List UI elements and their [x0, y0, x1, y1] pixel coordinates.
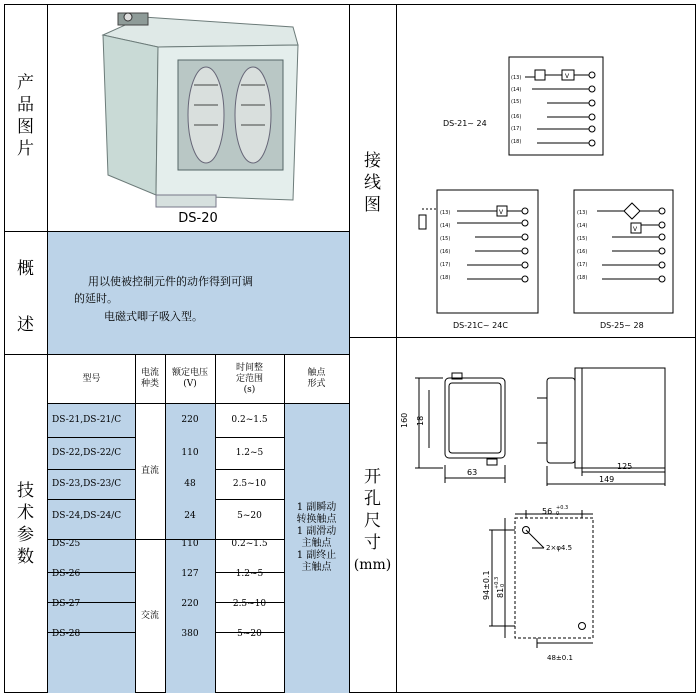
cutout-view — [489, 510, 593, 648]
row-time: 2.5~10 — [232, 598, 267, 609]
wiring-diagram-ds25-28 — [574, 190, 673, 330]
header-text: 触点 — [307, 368, 326, 378]
terminal-label: (16) — [440, 249, 451, 255]
label-char: 孔 — [364, 489, 381, 509]
row-time: 1.2~5 — [235, 568, 264, 579]
terminal-label: (17) — [577, 262, 588, 268]
wiring-panel — [397, 5, 696, 337]
row-voltage: 220 — [181, 414, 199, 425]
header-text: 额定电压 — [171, 368, 208, 378]
dim-56-tol: +0.3 — [556, 505, 569, 511]
wiring-diagram-ds21-24 — [443, 57, 603, 155]
terminal-label: (13) — [440, 210, 451, 216]
current-dc: 直流 — [140, 465, 159, 476]
dim-56: 56 — [542, 507, 553, 516]
row-voltage: 110 — [181, 447, 199, 458]
overview-panel — [48, 232, 349, 354]
row-time: 5~20 — [237, 510, 262, 521]
dim-81: 81 — [496, 587, 505, 598]
label-char: 品 — [17, 95, 34, 115]
label-char: 线 — [364, 173, 381, 193]
wiring-diagram-ds21c-24c — [419, 190, 538, 330]
header-text: 定范围 — [235, 373, 263, 384]
terminal-label: (13) — [577, 210, 588, 216]
row-model: DS-25 — [52, 538, 81, 549]
label-char: 尺 — [364, 511, 381, 531]
overview-line2: 的延时。 — [74, 292, 118, 305]
overview-line1: 用以使被控制元件的动作得到可调 — [88, 275, 253, 288]
header-model: 型号 — [82, 373, 101, 384]
terminal-label: (15) — [511, 99, 522, 105]
dim-81-tol0: 0 — [500, 583, 506, 587]
row-voltage: 380 — [181, 628, 199, 639]
label-char: 片 — [17, 139, 34, 159]
row-model: DS-28 — [52, 628, 81, 639]
dim-160: 160 — [400, 412, 409, 428]
label-char: 技 — [17, 481, 34, 501]
terminal-label: (15) — [440, 236, 451, 242]
label-char: 接 — [364, 151, 381, 171]
dim-149: 149 — [599, 475, 615, 484]
contact-form — [284, 493, 349, 583]
terminal-label: (13) — [511, 75, 522, 81]
terminal-label: (18) — [577, 275, 588, 281]
header-time — [215, 355, 284, 403]
row-voltage: 110 — [181, 538, 199, 549]
relay-illustration — [48, 5, 348, 231]
row-model: DS-24,DS-24/C — [52, 510, 122, 521]
wiring-label-3: DS-25~ 28 — [600, 321, 644, 330]
label-cutout — [349, 466, 396, 576]
terminal-label: (15) — [577, 236, 588, 242]
terminal-label: (16) — [577, 249, 588, 255]
coil-label: V — [633, 226, 638, 233]
product-model: DS-20 — [178, 211, 218, 226]
label-product-image — [4, 72, 47, 160]
label-char: 数 — [17, 547, 34, 567]
row-voltage: 220 — [181, 598, 199, 609]
header-text: (s) — [243, 384, 256, 395]
header-current — [135, 355, 165, 403]
contact-text: 主触点 — [301, 562, 332, 573]
contact-text: 1 副瞬动 — [296, 502, 337, 513]
row-time: 5~20 — [237, 628, 262, 639]
row-time: 0.2~1.5 — [231, 538, 268, 549]
label-unit: (mm) — [353, 557, 392, 573]
row-voltage: 127 — [181, 568, 199, 579]
dim-18: 18 — [416, 415, 425, 426]
header-voltage — [165, 355, 215, 403]
label-char: 概 — [17, 259, 34, 279]
row-model: DS-26 — [52, 568, 81, 579]
header-text: 时间整 — [235, 362, 263, 373]
row-model: DS-21,DS-21/C — [52, 414, 122, 425]
wiring-label-2: DS-21C~ 24C — [453, 321, 508, 330]
header-contact — [284, 355, 349, 403]
dimension-drawings — [397, 338, 696, 693]
header-text: 形式 — [307, 379, 326, 389]
side-view — [537, 368, 665, 486]
contact-text: 转换触点 — [296, 514, 337, 525]
label-wiring — [349, 150, 396, 216]
dim-125: 125 — [617, 462, 633, 471]
dim-56-tol0: 0 — [556, 511, 560, 517]
terminal-label: (14) — [511, 87, 522, 93]
terminal-label: (18) — [511, 139, 522, 145]
row-voltage: 24 — [184, 510, 196, 521]
label-char: 产 — [17, 73, 34, 93]
label-char: 图 — [17, 117, 34, 137]
contact-text: 1 副终止 — [296, 550, 337, 561]
cutout-panel — [397, 338, 696, 693]
terminal-label: (16) — [511, 114, 522, 120]
params-table — [48, 355, 349, 693]
terminal-label: (14) — [577, 223, 588, 229]
header-text: (V) — [183, 379, 197, 389]
label-char: 寸 — [364, 533, 381, 553]
current-ac: 交流 — [140, 610, 159, 621]
label-char: 术 — [17, 503, 34, 523]
wiring-diagrams — [397, 5, 696, 337]
row-time: 0.2~1.5 — [231, 414, 268, 425]
terminal-label: (17) — [440, 262, 451, 268]
overview-line3: 电磁式唧子吸入型。 — [104, 310, 203, 323]
dim-63: 63 — [467, 468, 478, 477]
terminal-label: (17) — [511, 126, 522, 132]
contact-text: 1 副滑动 — [296, 526, 337, 537]
terminal-label: (18) — [440, 275, 451, 281]
terminal-label: (14) — [440, 223, 451, 229]
row-time: 2.5~10 — [232, 478, 267, 489]
dim-81-tol: +0.3 — [494, 576, 500, 589]
label-tech-params — [4, 480, 47, 568]
coil-label: V — [499, 209, 504, 216]
label-char: 述 — [17, 315, 34, 335]
label-char: 参 — [17, 525, 34, 545]
coil-label: V — [565, 73, 570, 80]
header-text: 种类 — [140, 379, 159, 389]
row-voltage: 48 — [184, 478, 196, 489]
label-overview — [4, 256, 47, 338]
label-char: 开 — [364, 467, 381, 487]
contact-text: 主触点 — [301, 538, 332, 549]
divider-center — [349, 4, 350, 693]
header-text: 电流 — [140, 368, 159, 378]
product-photo — [48, 5, 348, 231]
dim-holes: 2×φ4.5 — [546, 544, 573, 552]
row-time: 1.2~5 — [235, 447, 264, 458]
dim-94: 94±0.1 — [482, 570, 491, 600]
row-model: DS-23,DS-23/C — [52, 478, 122, 489]
label-char: 图 — [364, 195, 381, 215]
front-view — [415, 373, 505, 483]
row-model: DS-22,DS-22/C — [52, 447, 122, 458]
dim-48: 48±0.1 — [547, 654, 573, 662]
wiring-label-1: DS-21~ 24 — [443, 119, 487, 128]
row-model: DS-27 — [52, 598, 81, 609]
